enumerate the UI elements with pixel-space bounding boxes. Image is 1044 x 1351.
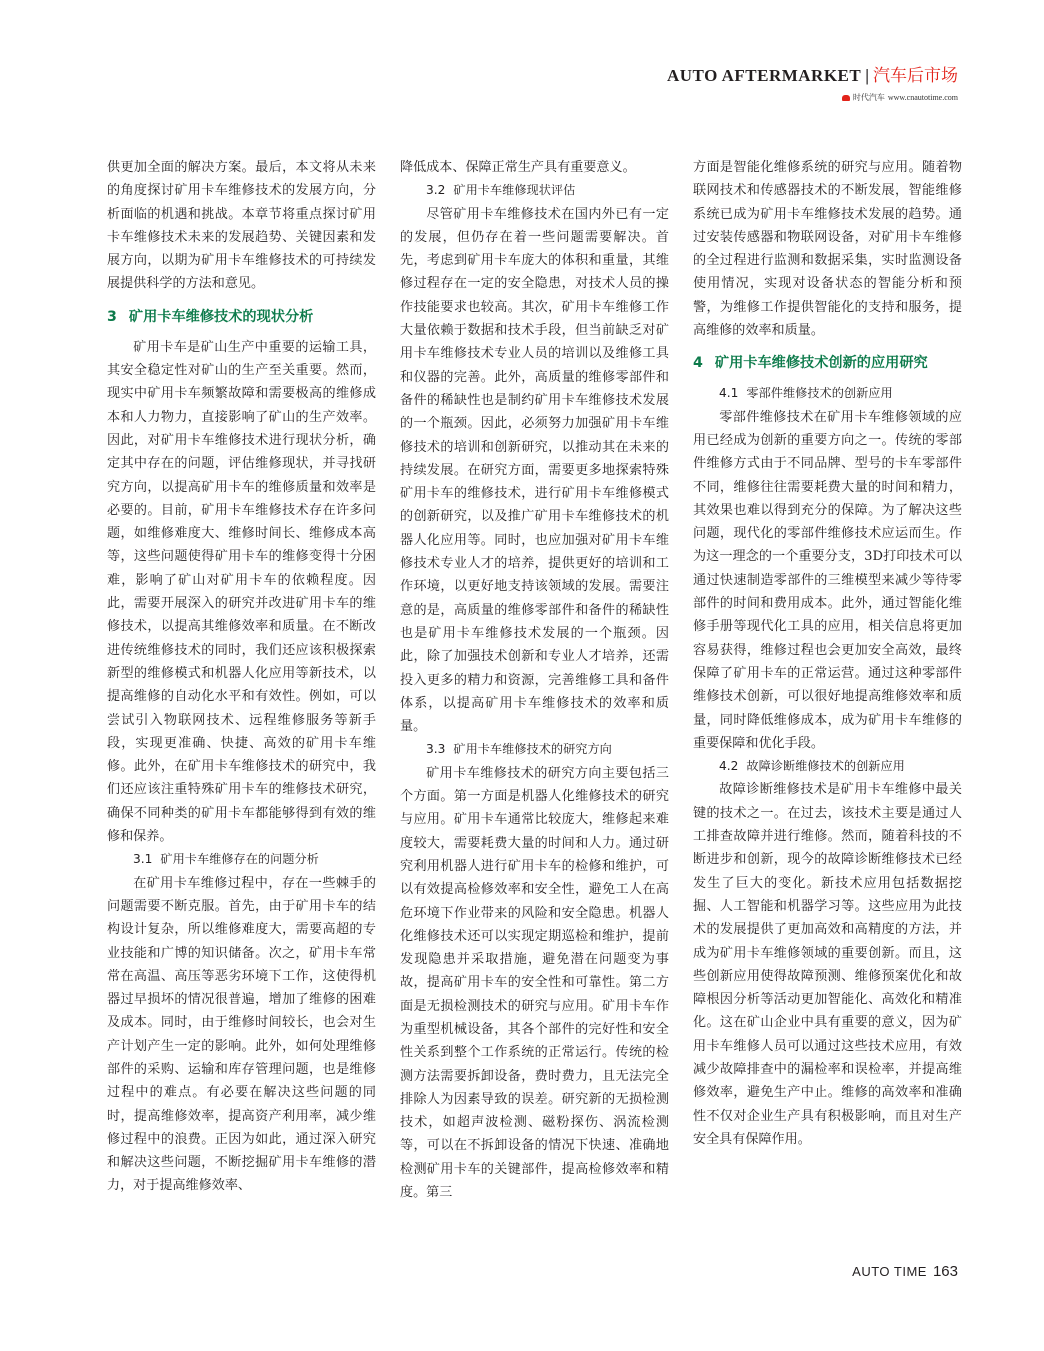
paragraph: 矿用卡车维修技术的研究方向主要包括三个方面。第一方面是机器人化维修技术的研究与应用。矿用卡车通常比较庞大，维修起来难度较大，需要耗费大量的时间和人力。通过研究利用机器人进行矿用卡车的检修和维护，可以有效提高检修效率和安全性，避免工人在高危环境下作业带来的风险和安全隐患。机器人化维修技术还可以实现定期巡检和维护，提前发现隐患并采取措施，避免潜在问题变为事故，提高矿用卡车的安全性和可靠性。第二方面是无损检测技术的研究与应用。矿用卡车作为重型机械设备，其各个部件的完好性和安全性关系到整个工作系统的正常运行。传统的检测方法需要拆卸设备，费时费力，且无法完全排除人为因素导致的误差。研究新的无损检测技术，如超声波检测、磁粉探伤、涡流检测等，可以在不拆卸设备的情况下快速、准确地检测矿用卡车的关键部件，提高检修效率和精度。第三 — [400, 765, 669, 1201]
header-title — [667, 64, 958, 88]
section-title: 矿用卡车维修技术的现状分析 — [128, 308, 314, 325]
column-1 — [107, 156, 376, 1198]
subsection-heading-4-1 — [693, 382, 962, 405]
paragraph: 降低成本、保障正常生产具有重要意义。 — [400, 160, 636, 175]
section-title: 矿用卡车维修技术创新的应用研究 — [714, 355, 928, 372]
paragraph: 供更加全面的解决方案。最后，本文将从未来的角度探讨矿用卡车维修技术的发展方向，分析面临的机遇和挑战。本章节将重点探讨矿用卡车维修技术未来的发展趋势、关键因素和发展方向，以期为矿用卡车维修技术的可持续发展提供科学的方法和意见。 — [107, 160, 376, 292]
section-number: 3 — [107, 308, 117, 325]
paragraph: 零部件维修技术在矿用卡车维修领域的应用已经成为创新的重要方向之一。传统的零部件维修方式由于不同品牌、型号的卡车零部件不同，维修往往需要耗费大量的时间和精力，其效果也难以得到充分的保障。为了解决这些问题，现代化的零部件维修技术应运而生。作为这一理念的一个重要分支，3D打印技术可以通过快速制造零部件的三维模型来减少等待零部件的时间和费用成本。此外，通过智能化维修手册等现代化工具的应用，相关信息将更加容易获得，维修过程也会更加安全高效，最终保障了矿用卡车的正常运营。通过这种零部件维修技术创新，可以很好地提高维修效率和质量，同时降低维修成本，成为矿用卡车维修的重要保障和优化手段。 — [693, 409, 962, 751]
subsection-title: 矿用卡车维修现状评估 — [453, 183, 576, 198]
paragraph: 故障诊断维修技术是矿用卡车维修中最关键的技术之一。在过去，该技术主要是通过人工排查故障并进行维修。然而，随着科技的不断进步和创新，现今的故障诊断维修技术已经发生了巨大的变化。新技术应用包括数据挖掘、人工智能和机器学习等。这些应用为此技术的发展提供了更加高效和高精度的方法，并成为矿用卡车维修领域的重要创新。而且，这些创新应用使得故障预测、维修预案优化和故障根因分析等活动更加智能化、高效化和精准化。这在矿山企业中具有重要的意义，因为矿用卡车维修人员可以通过这些技术应用，有效减少故障排查中的漏检率和误检率，并提高维修效率，避免生产中止。维修的高效率和准确性不仅对企业生产具有积极影响，而且对生产安全具有保障作用。 — [693, 782, 962, 1147]
section-heading-3 — [107, 304, 376, 330]
subsection-number: 4.2 — [719, 759, 739, 774]
subsection-heading-3-2 — [400, 179, 669, 202]
page-footer — [852, 1261, 958, 1280]
subsection-heading-3-1 — [107, 848, 376, 871]
subsection-heading-4-2 — [693, 755, 962, 778]
paragraph: 在矿用卡车维修过程中，存在一些棘手的问题需要不断克服。首先，由于矿用卡车的结构设计复杂，所以维修难度大，需要高超的专业技能和广博的知识储备。次之，矿用卡车常常在高温、高压等恶劣环境下工作，这使得机器过早损坏的情况很普遍，增加了维修的困难及成本。同时，由于维修时间较长，也会对生产计划产生一定的影响。此外，如何处理维修部件的采购、运输和库存管理问题，也是维修过程中的难点。有必要在解决这些问题的同时，提高维修效率，提高资产利用率，减少维修过程中的浪费。正因为如此，通过深入研究和解决这些问题，不断挖掘矿用卡车维修的潜力，对于提高维修效率、 — [107, 875, 376, 1194]
subsection-heading-3-3 — [400, 738, 669, 761]
subsection-title: 零部件维修技术的创新应用 — [746, 386, 893, 401]
column-2 — [400, 156, 669, 1204]
section-name: 汽车后市场 — [873, 66, 958, 86]
subsection-number: 4.1 — [719, 386, 739, 401]
subsection-number: 3.1 — [133, 852, 153, 867]
header-publisher-line — [667, 92, 958, 104]
paragraph: 矿用卡车是矿山生产中重要的运输工具，其安全稳定性对矿山的生产至关重要。然而，现实中矿用卡车频繁故障和需要极高的维修成本和人力物力，直接影响了矿山的生产效率。因此，对矿用卡车维修技术进行现状分析，确定其中存在的问题，评估维修现状，并寻找研究方向，以提高矿用卡车的维修质量和效率是必要的。目前，矿用卡车维修技术存在许多问题，如维修难度大、维修时间长、维修成本高等，这些问题使得矿用卡车的维修变得十分困难，影响了矿山对矿用卡车的依赖程度。因此，需要开展深入的研究并改进矿用卡车的维修技术，以提高其维修效率和质量。在不断改进传统维修技术的同时，我们还应该积极探索新型的维修模式和机器人化应用等新技术，以提高维修的自动化水平和有效性。例如，可以尝试引入物联网技术、远程维修服务等新手段，实现更准确、快捷、高效的矿用卡车维修。此外，在矿用卡车维修技术的研究中，我们还应该注重特殊矿用卡车的维修技术研究，确保不同种类的矿用卡车都能够得到有效的维修和保养。 — [107, 339, 376, 845]
magazine-brand: AUTO AFTERMARKET — [667, 66, 862, 85]
publisher-name: 时代汽车 — [852, 93, 885, 102]
red-car-logo-icon — [842, 95, 850, 101]
page-header — [667, 64, 958, 104]
footer-magazine-name: AUTO TIME — [852, 1264, 927, 1279]
paragraph: 方面是智能化维修系统的研究与应用。随着物联网技术和传感器技术的不断发展，智能维修系统已成为矿用卡车维修技术发展的趋势。通过安装传感器和物联网设备，对矿用卡车维修的全过程进行监测和数据采集，实时监测设备使用情况，实现对设备状态的智能分析和预警，为维修工作提供智能化的支持和服务，提高维修的效率和质量。 — [693, 160, 962, 339]
subsection-title: 矿用卡车维修技术的研究方向 — [453, 742, 612, 757]
publisher-url: www.cnautotime.com — [887, 93, 958, 102]
subsection-title: 故障诊断维修技术的创新应用 — [746, 759, 905, 774]
page-number: 163 — [932, 1263, 958, 1280]
paragraph: 尽管矿用卡车维修技术在国内外已有一定的发展，但仍存在着一些问题需要解决。首先，考虑到矿用卡车庞大的体积和重量，其维修过程存在一定的安全隐患，对技术人员的操作技能要求也较高。其次，矿用卡车维修工作大量依赖于数据和技术手段，但当前缺乏对矿用卡车维修技术专业人员的培训以及维修工具和仪器的完善。此外，高质量的维修零部件和备件的稀缺性也是制约矿用卡车维修技术发展的一个瓶颈。因此，必须努力加强矿用卡车维修技术的培训和创新研究，以推动其在未来的持续发展。在研究方面，需要更多地探索特殊矿用卡车的维修技术，进行矿用卡车维修模式的创新研究，以及推广矿用卡车维修技术的机器人化应用等。同时，也应加强对矿用卡车维修技术专业人才的培养，提供更好的培训和工作环境，以更好地支持该领域的发展。需要注意的是，高质量的维修零部件和备件的稀缺性也是矿用卡车维修技术发展的一个瓶颈。因此，除了加强技术创新和专业人才培养，还需投入更多的精力和资源，完善维修工具和备件体系，以提高矿用卡车维修技术的效率和质量。 — [400, 206, 669, 735]
header-separator: | — [865, 66, 869, 85]
subsection-number: 3.3 — [426, 742, 446, 757]
section-heading-4 — [693, 350, 962, 376]
section-number: 4 — [693, 355, 703, 372]
column-3 — [693, 156, 962, 1151]
subsection-title: 矿用卡车维修存在的问题分析 — [160, 852, 319, 867]
subsection-number: 3.2 — [426, 183, 446, 198]
